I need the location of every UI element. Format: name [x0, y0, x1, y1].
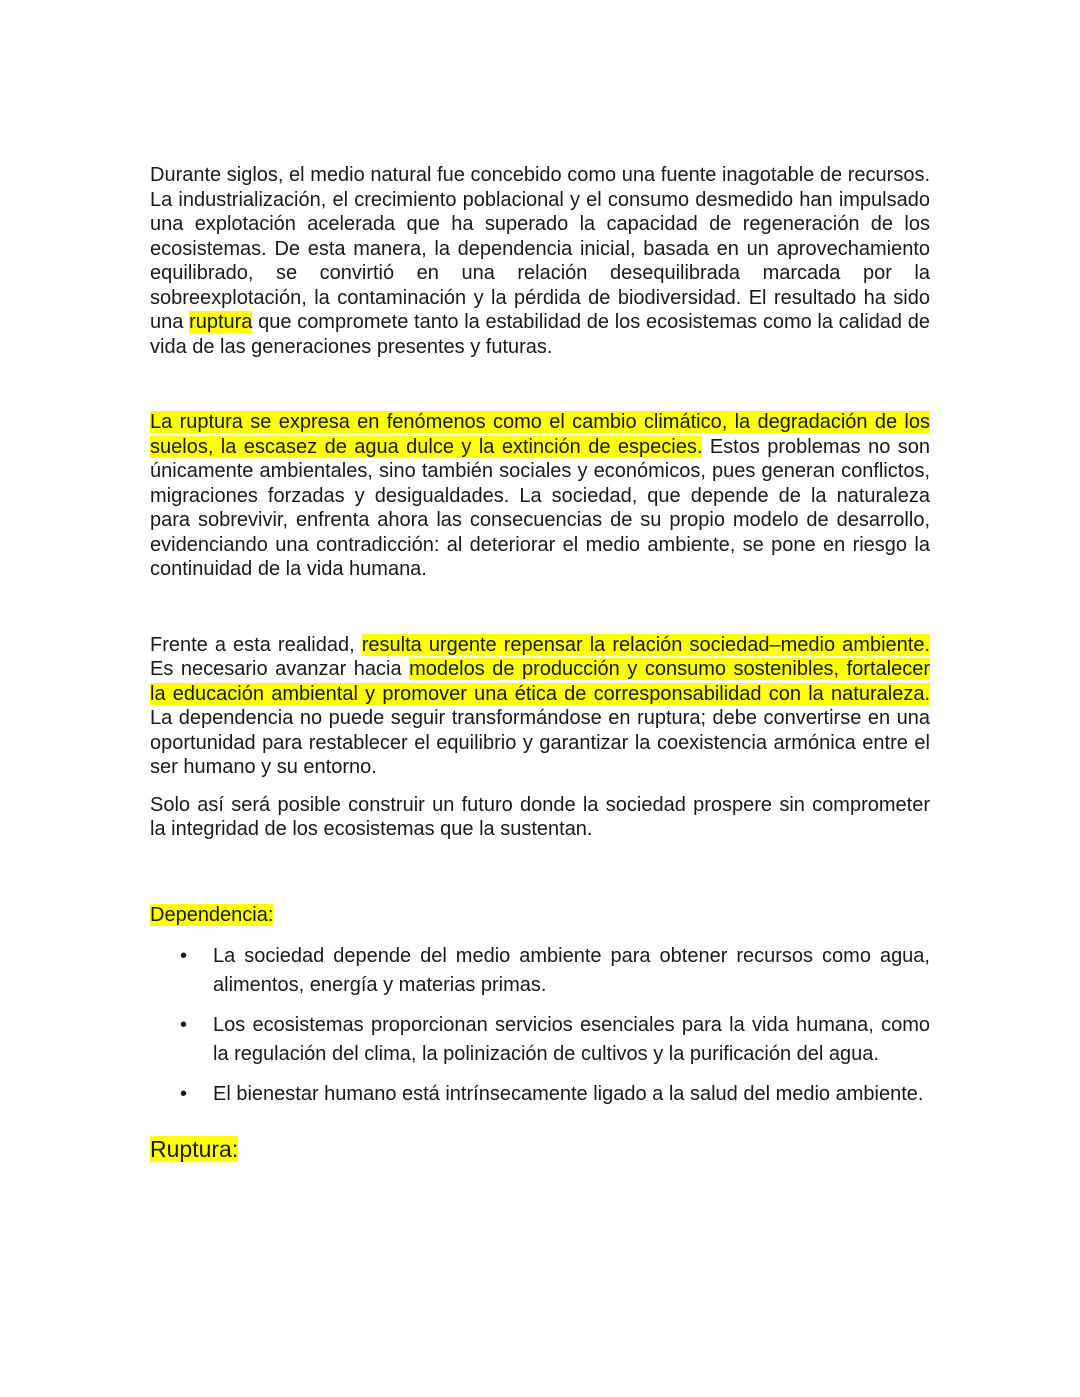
dependencia-list	[150, 942, 930, 1109]
paragraph-intro	[150, 163, 930, 359]
list-item	[150, 1080, 930, 1109]
list-item-text: La sociedad depende del medio ambiente para obtener recursos como agua, alimentos, energía y materias primas.	[213, 944, 930, 996]
paragraph-text: Estos problemas no son únicamente ambientales, sino también sociales y económicos, pues generan conflictos, migraciones forzadas y desigualdades. La sociedad, que depende de la naturaleza para sobrevivir, enfrenta ahora las consecuencias de su propio modelo de desarrollo, evidenciando una contradicción: al deteriorar el medio ambiente, se pone en riesgo la continuidad de la vida humana.	[150, 435, 930, 580]
bullet-icon: •	[180, 1082, 188, 1105]
list-item-text: El bienestar humano está intrínsecamente ligado a la salud del medio ambiente.	[213, 1082, 924, 1105]
heading-text: Ruptura:	[150, 1135, 239, 1162]
document-page	[150, 163, 930, 1163]
heading-text: Dependencia:	[150, 903, 274, 926]
paragraph-text: Durante siglos, el medio natural fue concebido como una fuente inagotable de recursos. La industrialización, el crecimiento poblacional y el consumo desmedido han impulsado una explotación acelerada que ha superado la capacidad de regeneración de los ecosistemas. De esta manera, la dependencia inicial, basada en un aprovechamiento equilibrado, se convirtió en una relación desequilibrada marcada por la sobreexplotación, la contaminación y la pérdida de biodiversidad. El resultado ha sido una	[150, 164, 930, 333]
section-heading-dependencia	[150, 902, 930, 928]
bullet-icon: •	[180, 944, 188, 967]
paragraph-text: Frente a esta realidad,	[150, 633, 362, 656]
highlighted-text: modelos de producción y consumo sostenibles, fortalecer la educación ambiental y promover una ética de corresponsabilidad con la naturaleza.	[150, 658, 931, 705]
paragraph-ruptura	[150, 410, 930, 582]
paragraph-conclusion: Solo así será posible construir un futuro donde la sociedad prospere sin comprometer la integridad de los ecosistemas que la sustentan.	[150, 793, 930, 840]
section-heading-ruptura	[150, 1135, 930, 1163]
paragraph-text: que compromete tanto la estabilidad de los ecosistemas como la calidad de vida de las generaciones presentes y futuras.	[150, 311, 930, 358]
paragraph-text: La dependencia no puede seguir transformándose en ruptura; debe convertirse en una oportunidad para restablecer el equilibrio y garantizar la coexistencia armónica entre el ser humano y su entorno.	[150, 707, 930, 778]
highlighted-text: ruptura	[189, 311, 253, 333]
list-item-text: Los ecosistemas proporcionan servicios esenciales para la vida humana, como la regulación del clima, la polinización de cultivos y la purificación del agua.	[213, 1013, 930, 1065]
highlighted-text: La ruptura se expresa en fenómenos como el cambio climático, la degradación de los suelos, la escasez de agua dulce y la extinción de especies.	[150, 411, 930, 458]
paragraph-text: Es necesario avanzar hacia	[150, 658, 410, 680]
bullet-icon: •	[180, 1013, 188, 1036]
list-item	[150, 942, 930, 1000]
highlighted-text: resulta urgente repensar la relación sociedad–medio ambiente.	[361, 633, 930, 656]
paragraph-frente	[150, 633, 930, 780]
list-item	[150, 1011, 930, 1069]
